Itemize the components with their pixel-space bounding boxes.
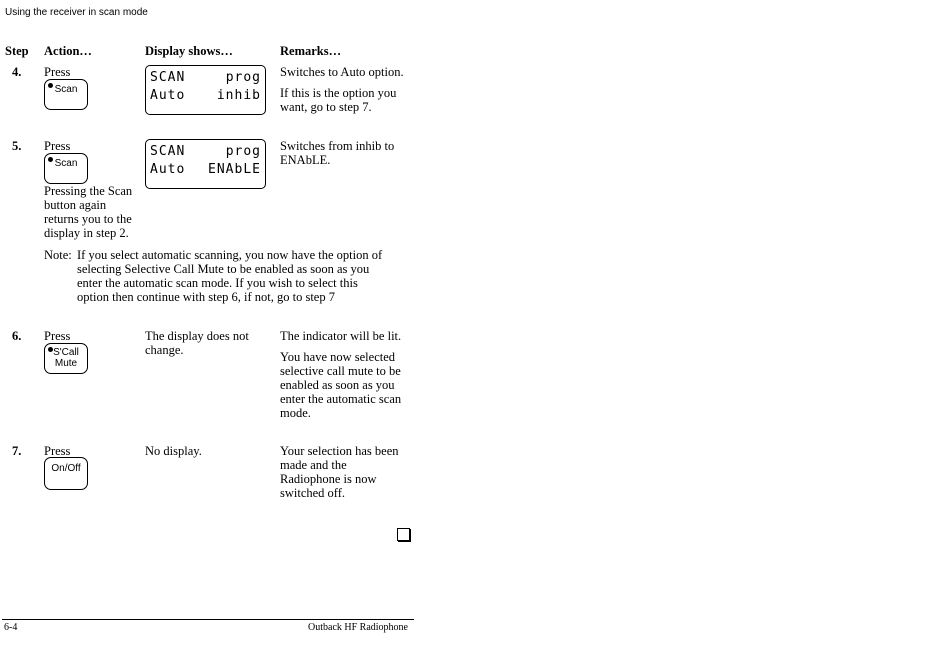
action-text: Press: [44, 65, 71, 79]
key-label: S'Call: [53, 347, 79, 358]
on-off-button[interactable]: [44, 457, 88, 490]
remarks-text: Switches to Auto option.: [280, 65, 404, 79]
step-number: 4.: [12, 65, 22, 79]
lcd-display: [145, 65, 266, 115]
action-text: Press: [44, 139, 71, 153]
key-label: Scan: [54, 84, 78, 95]
lcd-text: Auto: [150, 88, 186, 103]
display-text: No display.: [145, 444, 202, 458]
lcd-display: [145, 139, 266, 189]
column-header-remarks: Remarks…: [280, 44, 342, 58]
page-number: 6-4: [4, 622, 18, 633]
scan-button[interactable]: [44, 153, 88, 184]
lcd-text: SCAN: [150, 144, 186, 159]
step-number: 7.: [12, 444, 22, 458]
remarks-text: You have now selected selective call mute to be enabled as soon as you enter the automatic scan mode.: [280, 350, 402, 420]
end-of-section-icon: [397, 528, 410, 541]
step-number: 5.: [12, 139, 22, 153]
lcd-line-2: [150, 87, 261, 104]
lcd-text: SCAN: [150, 70, 186, 85]
remarks-text: Switches from inhib to ENAbLE.: [280, 139, 395, 167]
scall-mute-button[interactable]: [44, 343, 88, 374]
lcd-text: Auto: [150, 162, 186, 177]
column-header-step: Step: [5, 44, 29, 58]
key-label: On/Off: [51, 463, 81, 474]
lcd-line-2: [150, 161, 261, 178]
lcd-text: prog: [225, 70, 261, 85]
remarks-text: The indicator will be lit.: [280, 329, 402, 343]
lcd-text: prog: [225, 144, 261, 159]
lcd-line-1: [150, 143, 261, 160]
action-text: Press: [44, 444, 71, 458]
note-text: If you select automatic scanning, you now have the option of selecting Selective Call Mute to be enabled as soon as you enter the automatic scan mode. If you wish to select this option then continue with step 6, if not, go to step 7: [77, 248, 383, 304]
column-header-display: Display shows…: [145, 44, 233, 58]
column-header-action: Action…: [44, 44, 92, 58]
display-text: The display does not change.: [145, 329, 249, 357]
step-number: 6.: [12, 329, 22, 343]
action-extra-text: Pressing the Scan button again returns you to the display in step 2.: [44, 184, 133, 240]
footer-divider: [2, 619, 414, 620]
remarks-text: If this is the option you want, go to step 7.: [280, 86, 397, 114]
page-header: Using the receiver in scan mode: [5, 7, 148, 18]
key-label: Mute: [54, 358, 78, 369]
lcd-text: ENAbLE: [208, 162, 261, 177]
footer-product-name: Outback HF Radiophone: [308, 622, 408, 633]
lcd-text: inhib: [216, 88, 261, 103]
note-label: Note:: [44, 248, 72, 262]
remarks-text: Your selection has been made and the Radiophone is now switched off.: [280, 444, 399, 500]
scan-button[interactable]: [44, 79, 88, 110]
lcd-line-1: [150, 69, 261, 86]
key-label: Scan: [54, 158, 78, 169]
action-text: Press: [44, 329, 71, 343]
